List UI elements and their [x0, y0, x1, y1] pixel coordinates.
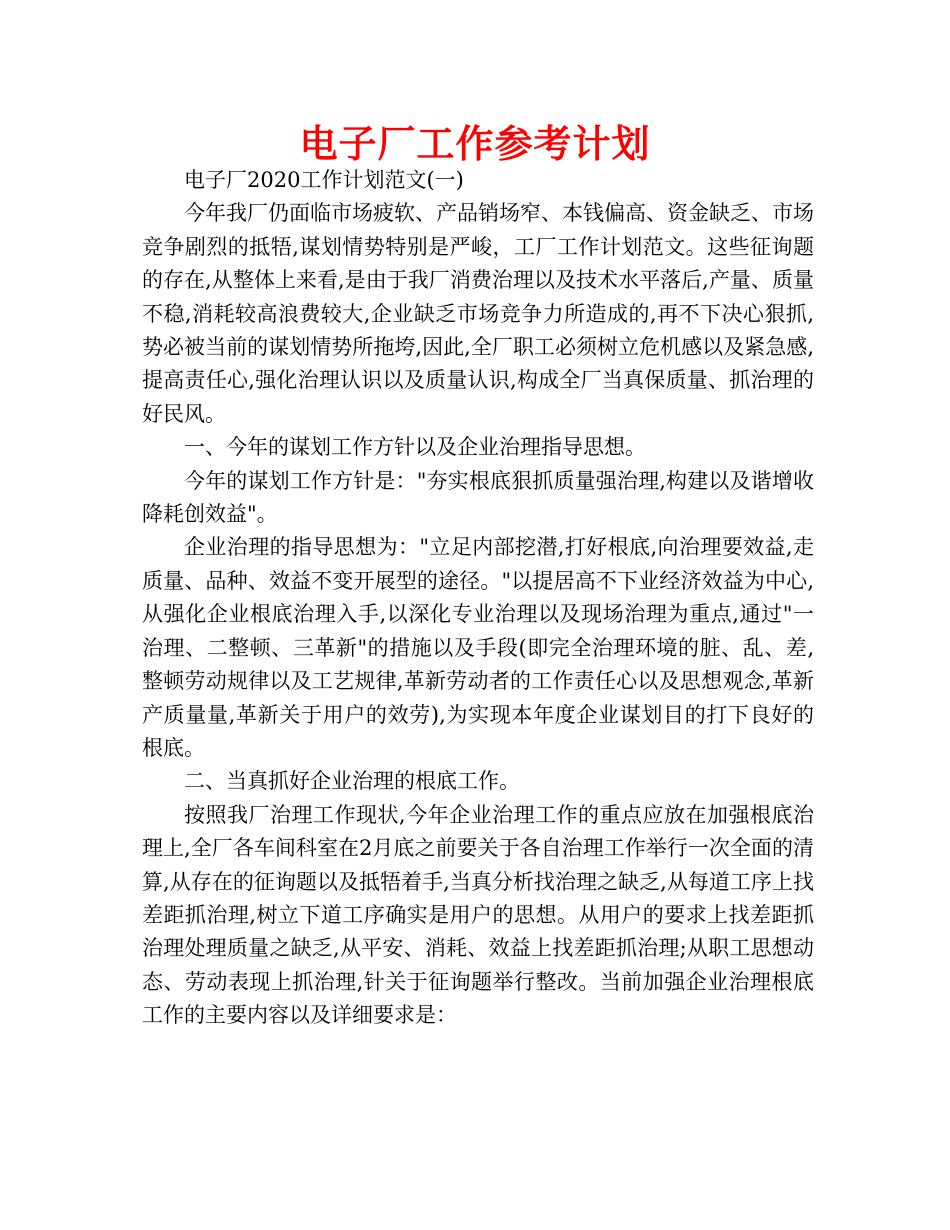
section-heading: 二、当真抓好企业治理的根底工作。: [184, 769, 520, 794]
document-title: 电子厂工作参考计划: [299, 122, 651, 166]
paragraph: 今年的谋划工作方针是："夯实根底狠抓质量强治理,构建以及谐增收降耗创效益"。: [142, 468, 814, 527]
paragraph: 企业治理的指导思想为："立足内部挖潜,打好根底,向治理要效益,走质量、品种、效益不变开展型的途径。"以提居高不下业经济效益为中心,从强化企业根底治理入手,以深化专业治理以及现场治理为重点,通过"一治理、二整顿、三革新"的措施以及手段(即完全治理环境的脏、乱、差,整顿劳动规律以及工艺规律,革新劳动者的工作责任心以及思想观念,革新产质量量,革新关于用户的效劳),为实现本年度企业谋划目的打下良好的根底。: [142, 535, 814, 760]
paragraph-subtitle: 电子厂2020工作计划范文(一): [184, 168, 464, 192]
document-body: [142, 164, 814, 1033]
section-heading: 一、今年的谋划工作方针以及企业治理指导思想。: [184, 435, 646, 460]
paragraph: 今年我厂仍面临市场疲软、产品销场窄、本钱偏高、资金缺乏、市场竞争剧烈的抵牾,谋划情势特别是严峻，工厂工作计划范文。这些征询题的存在,从整体上来看,是由于我厂消费治理以及技术水平落后,产量、质量不稳,消耗较高浪费较大,企业缺乏市场竞争力所造成的,再不下决心狠抓,势必被当前的谋划情势所拖垮,因此,全厂职工必须树立危机感以及紧急感,提高责任心,强化治理认识以及质量认识,构成全厂当真保质量、抓治理的好民风。: [142, 201, 814, 426]
paragraph: 按照我厂治理工作现状,今年企业治理工作的重点应放在加强根底治理上,全厂各车间科室在2月底之前要关于各自治理工作举行一次全面的清算,从存在的征询题以及抵牾着手,当真分析找治理之缺乏,从每道工序上找差距抓治理,树立下道工序确实是用户的思想。从用户的要求上找差距抓治理处理质量之缺乏,从平安、消耗、效益上找差距抓治理;从职工思想动态、劳动表现上抓治理,针关于征询题举行整改。当前加强企业治理根底工作的主要内容以及详细要求是：: [142, 802, 814, 1028]
